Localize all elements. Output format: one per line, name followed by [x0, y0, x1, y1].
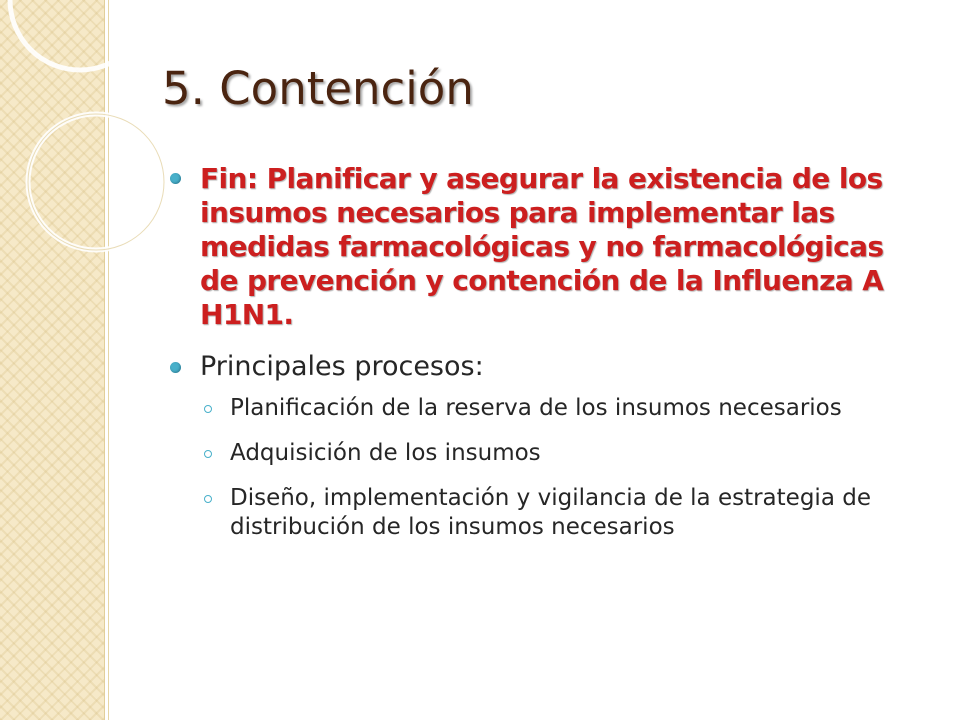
goal-text: Fin: Planificar y asegurar la existencia de los insumos necesarios para implementar las medidas farmacológicas y no farmacológicas de prevención y contención de la Influenza A H1N1.	[200, 162, 884, 331]
goal-bullet-item	[170, 162, 930, 332]
hollow-ring-bullet-icon	[204, 495, 212, 503]
processes-bullet-item	[170, 350, 930, 384]
process-item	[170, 439, 930, 468]
processes-heading: Principales procesos:	[200, 351, 484, 382]
process-text: Adquisición de los insumos	[230, 440, 541, 466]
process-item	[170, 394, 930, 423]
hollow-ring-bullet-icon	[204, 405, 212, 413]
filled-circle-bullet-icon	[170, 362, 181, 373]
slide-content	[170, 162, 930, 542]
process-item	[170, 484, 930, 542]
process-text: Planificación de la reserva de los insumos necesarios	[230, 395, 842, 421]
slide-title: 5. Contención	[162, 62, 474, 115]
process-text: Diseño, implementación y vigilancia de la estrategia de distribución de los insumos necesarios	[230, 485, 871, 540]
filled-circle-bullet-icon	[170, 173, 181, 184]
hollow-ring-bullet-icon	[204, 450, 212, 458]
